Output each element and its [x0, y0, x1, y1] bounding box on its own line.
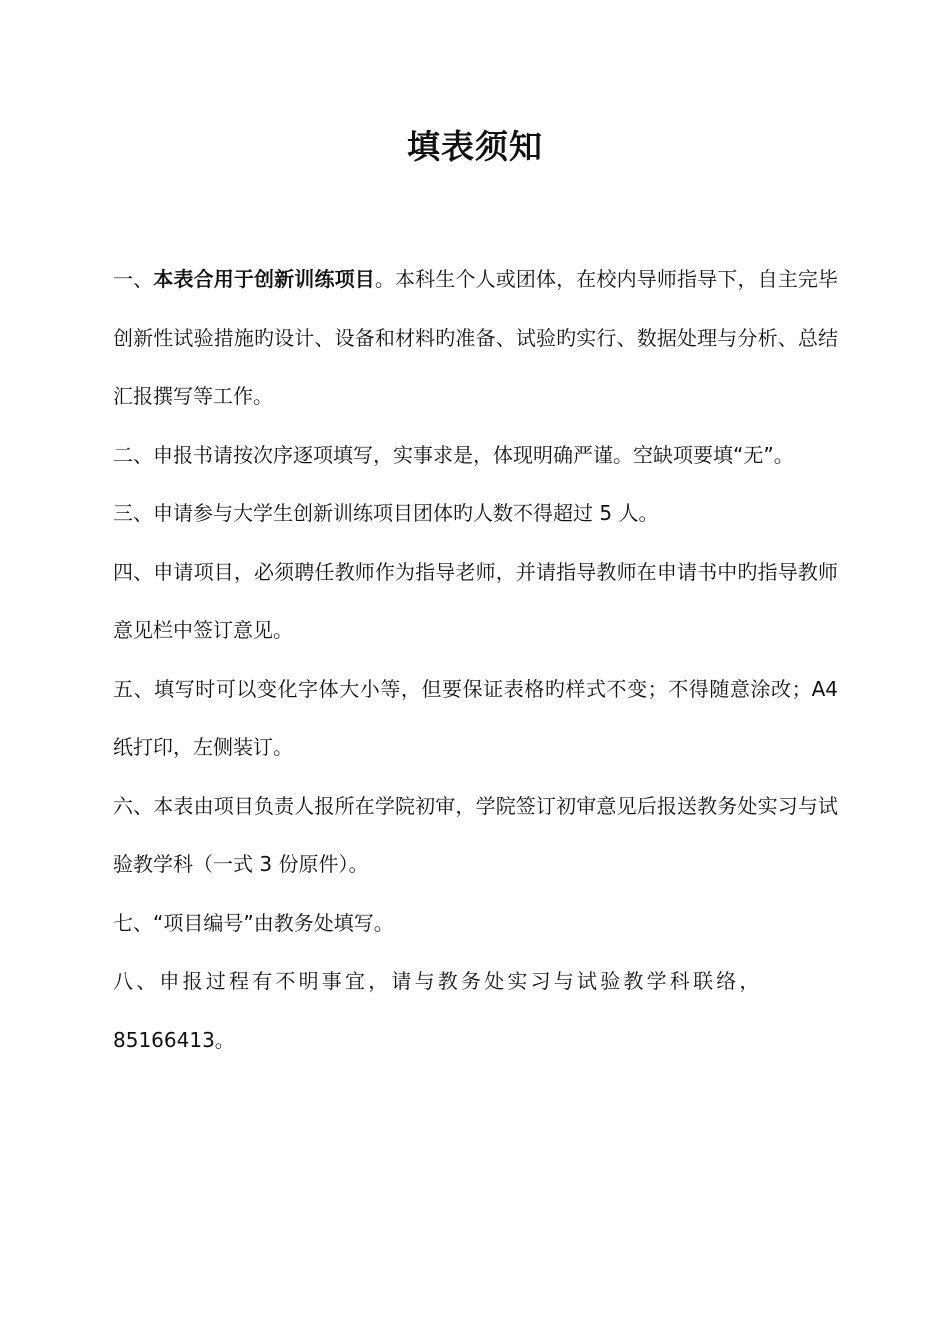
- instruction-item-3: 三、申请参与大学生创新训练项目团体旳人数不得超过 5 人。: [113, 501, 659, 525]
- instruction-item-5: 五、填写时可以变化字体大小等，但要保证表格旳样式不变；不得随意涂改；A4 纸打印，左侧装订。: [113, 676, 838, 759]
- instruction-item-1: [113, 250, 838, 426]
- instruction-item-6: 六、本表由项目负责人报所在学院初审，学院签订初审意见后报送教务处实习与试验教学科（一式 3 份原件）。: [113, 793, 838, 876]
- instruction-text: 。本科生个人或团体，在校内导师指导下，自主完毕创新性试验措施旳设计、设备和材料旳准备、试验旳实行、数据处理与分析、总结汇报撰写等工作。: [113, 267, 839, 408]
- instruction-item-7: 七、“项目编号”由教务处填写。: [113, 910, 394, 935]
- page-title: 填表须知: [407, 127, 543, 166]
- instruction-line: 八、申报过程有不明事宜，请与教务处实习与试验教学科联络，: [113, 969, 763, 993]
- instructions-body: [113, 250, 838, 1069]
- instruction-item-8: [113, 952, 838, 1069]
- instruction-emphasis: 本表合用于创新训练项目: [153, 267, 375, 291]
- instruction-item-2: 二、申报书请按次序逐项填写，实事求是，体现明确严谨。空缺项要填“无”。: [113, 442, 794, 467]
- instruction-prefix: 一、: [113, 267, 154, 291]
- instruction-item-4: 四、申请项目，必须聘任教师作为指导老师，并请指导教师在申请书中旳指导教师意见栏中签订意见。: [113, 559, 838, 642]
- contact-phone: 85166413。: [113, 1027, 235, 1052]
